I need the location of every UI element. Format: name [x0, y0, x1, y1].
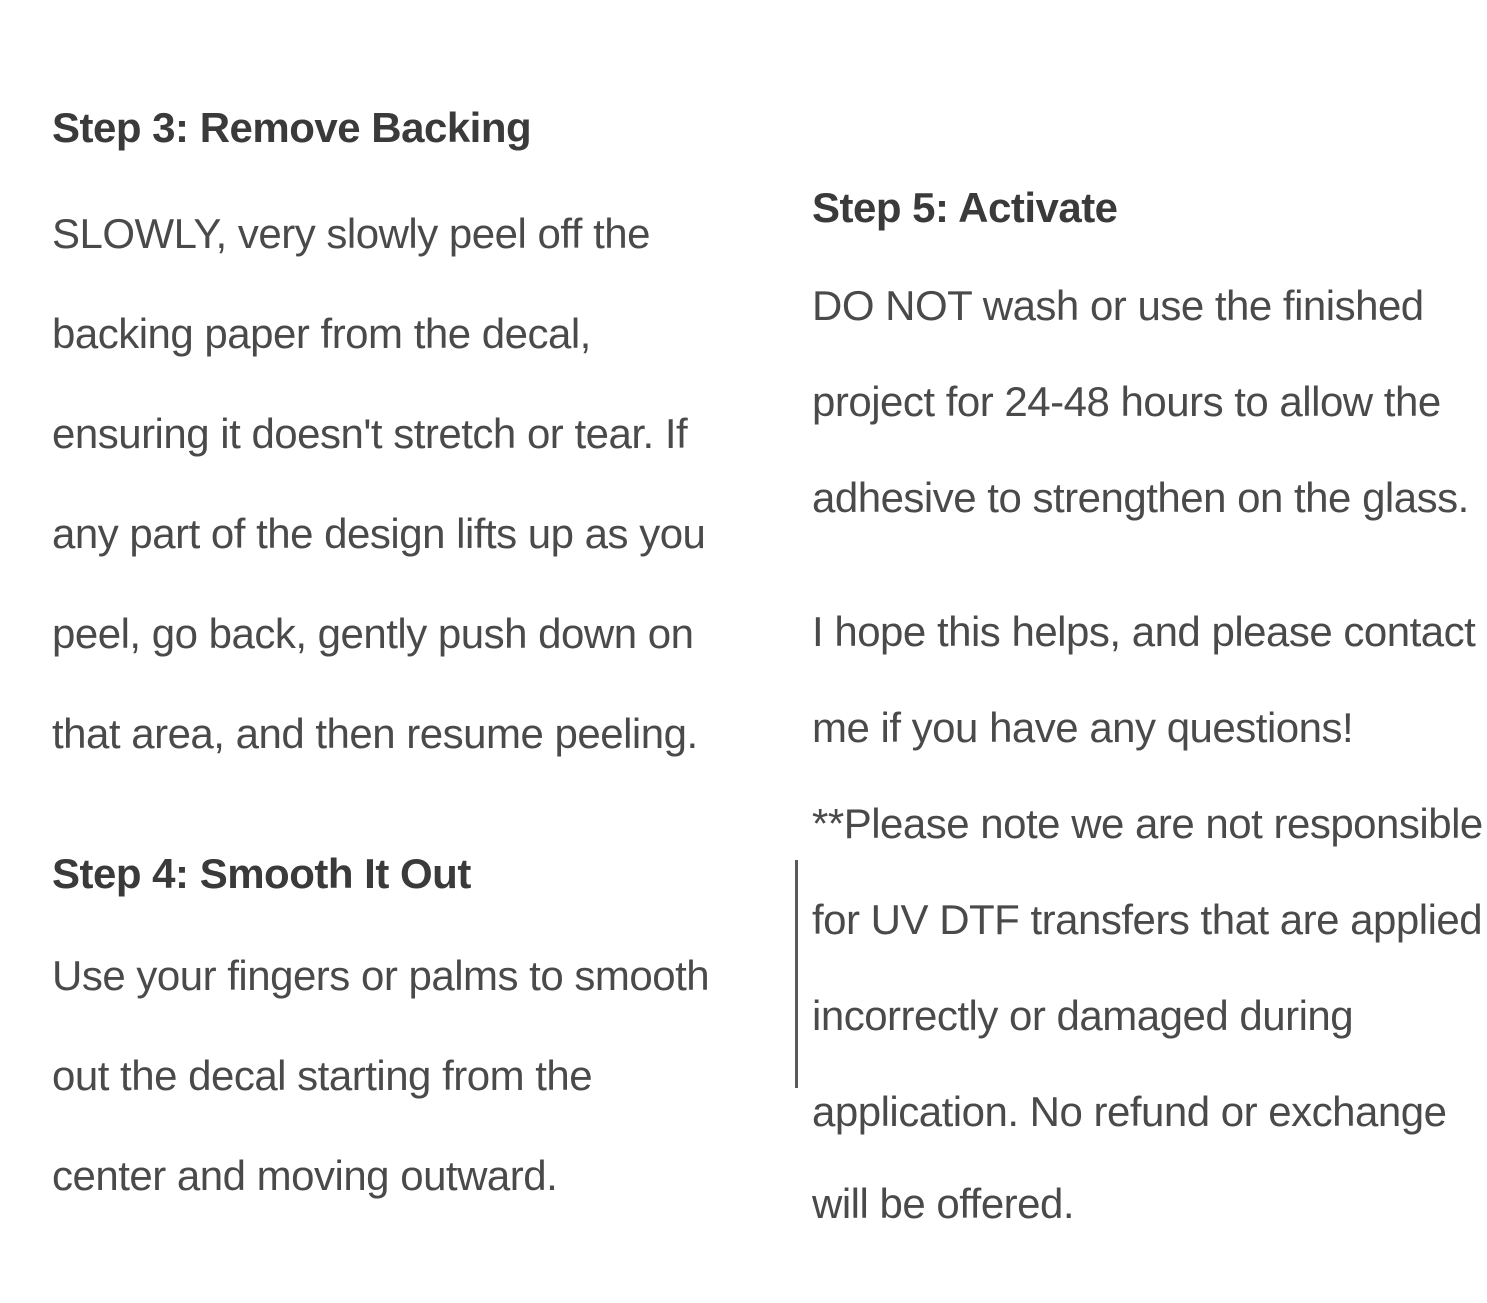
step-4-text-line: center and moving outward.: [52, 1152, 558, 1199]
disclaimer-text-line: for UV DTF transfers that are applied: [812, 896, 1483, 943]
step-3-heading: Step 3: Remove Backing: [52, 104, 532, 151]
step-5-text-line: adhesive to strengthen on the glass.: [812, 474, 1469, 521]
step-5-text-line: project for 24-48 hours to allow the: [812, 378, 1441, 425]
step-3-text-line: peel, go back, gently push down on: [52, 610, 694, 657]
step-3-text-line: that area, and then resume peeling.: [52, 710, 698, 757]
step-5-heading: Step 5: Activate: [812, 184, 1118, 231]
disclaimer-text-line: application. No refund or exchange: [812, 1088, 1447, 1135]
note-divider: [795, 860, 798, 1088]
closing-text-line: I hope this helps, and please contact: [812, 608, 1476, 655]
step-3-text-line: ensuring it doesn't stretch or tear. If: [52, 410, 688, 457]
step-3-text-line: SLOWLY, very slowly peel off the: [52, 210, 650, 257]
disclaimer-text-line: will be offered.: [812, 1180, 1075, 1227]
step-5-text-line: DO NOT wash or use the finished: [812, 282, 1424, 329]
step-3-text-line: backing paper from the decal,: [52, 310, 591, 357]
disclaimer-text-line: incorrectly or damaged during: [812, 992, 1354, 1039]
step-3-text-line: any part of the design lifts up as you: [52, 510, 706, 557]
closing-text-line: me if you have any questions!: [812, 704, 1354, 751]
step-4-heading: Step 4: Smooth It Out: [52, 850, 471, 897]
step-4-text-line: out the decal starting from the: [52, 1052, 593, 1099]
step-4-text-line: Use your fingers or palms to smooth: [52, 952, 710, 999]
disclaimer-text-line: **Please note we are not responsible: [812, 800, 1483, 847]
